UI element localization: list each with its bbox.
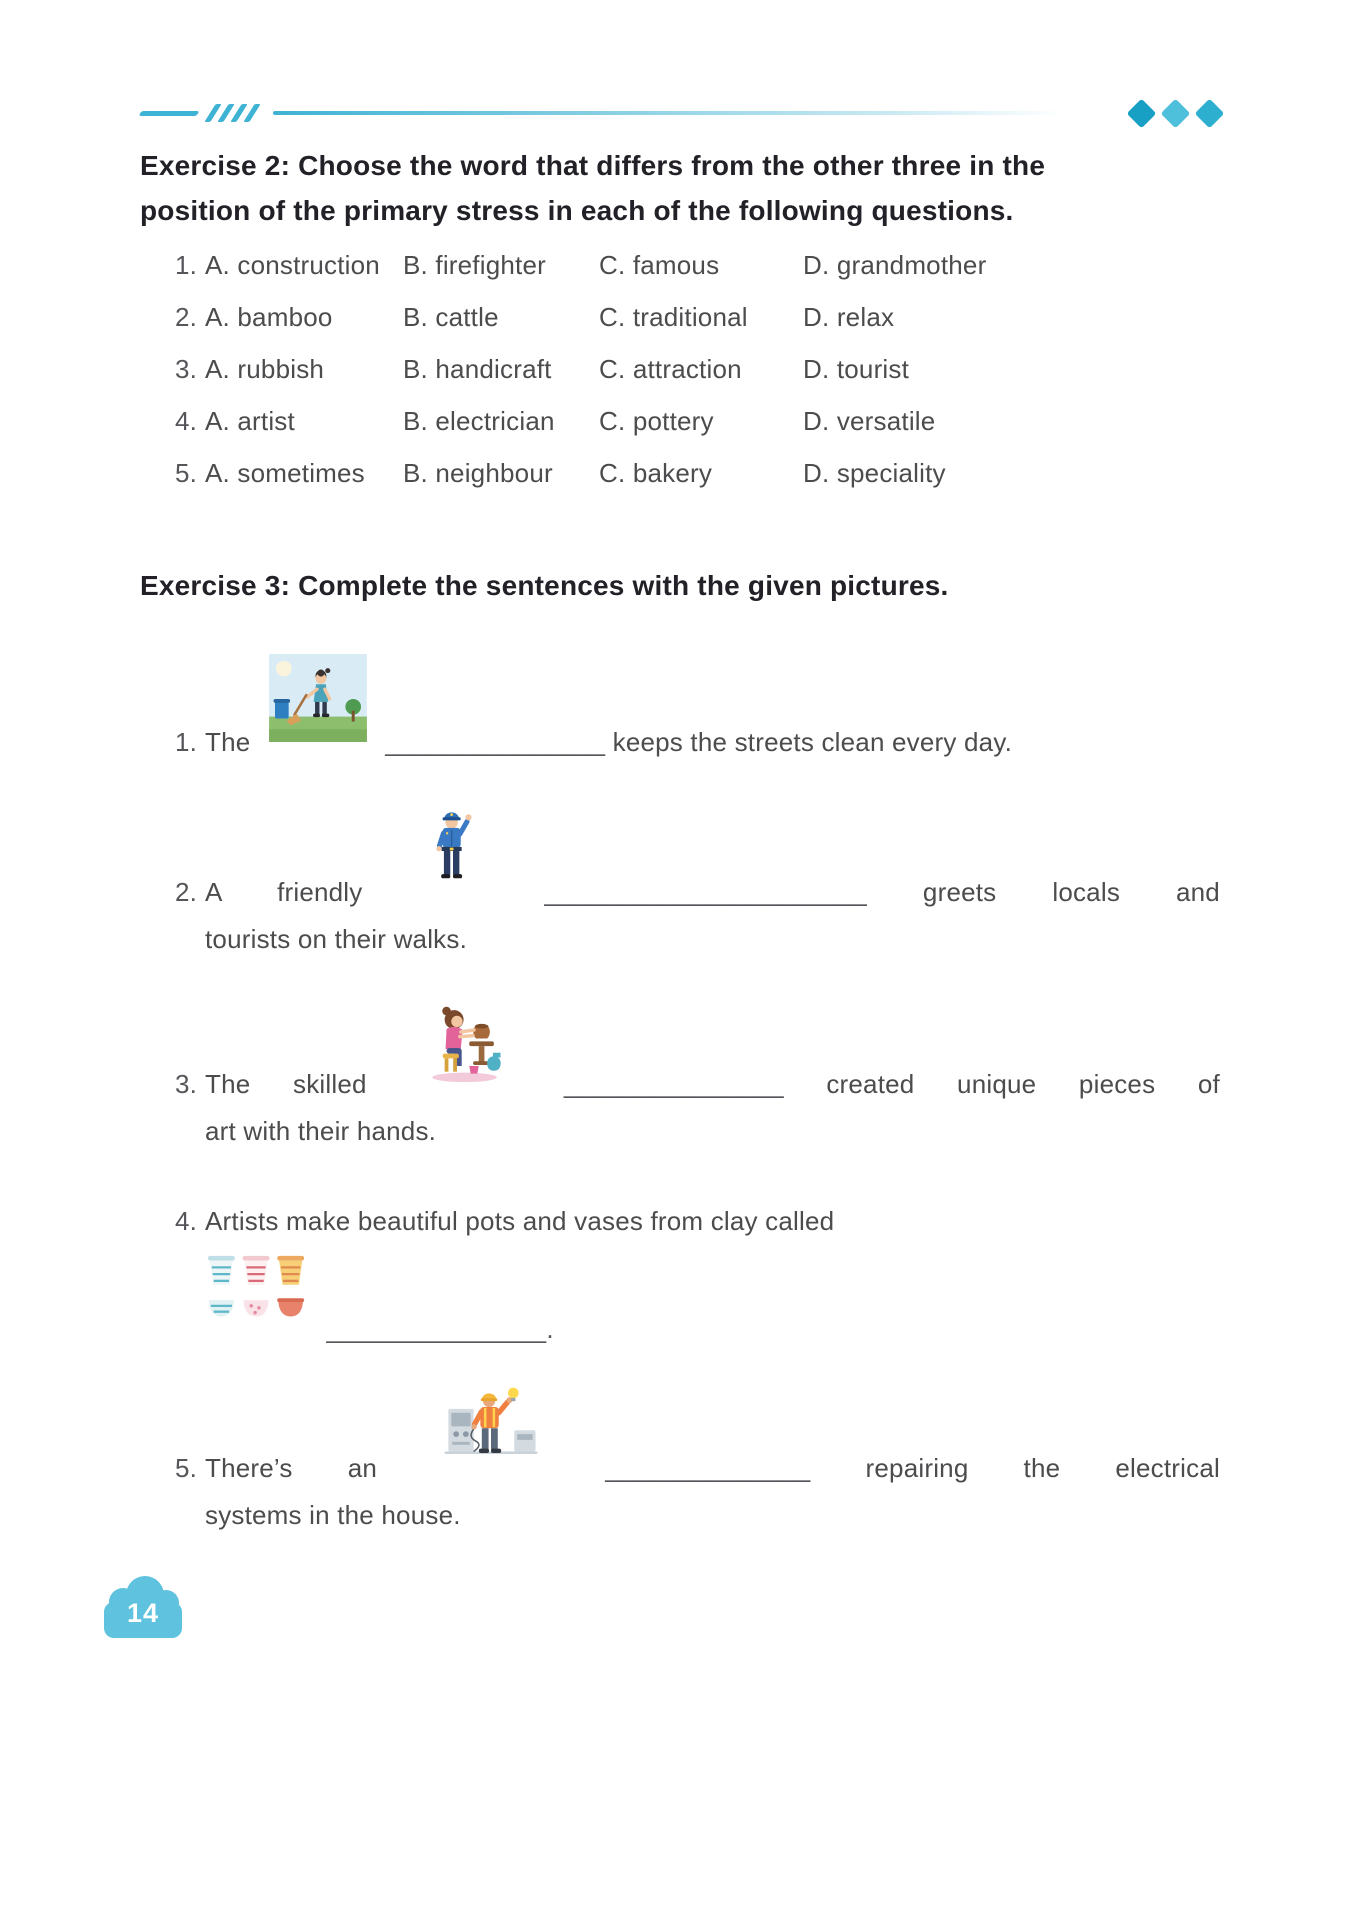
item-number: 2. — [175, 876, 198, 907]
sentence-text: The — [205, 727, 251, 758]
option-b: B. handicraft — [403, 353, 552, 384]
option-d: D. relax — [803, 301, 895, 332]
option-a: A. artist — [205, 405, 295, 436]
option-b: B. electrician — [403, 405, 555, 436]
item-number: 3. — [175, 1068, 198, 1099]
sentence-text: repairing the electrical — [865, 1453, 1220, 1484]
answer-blank: _______________ — [563, 1068, 784, 1099]
exercise3-item-5 — [140, 1376, 1220, 1536]
diamond-icon — [1161, 98, 1191, 128]
header-diamonds-group — [1131, 103, 1220, 124]
answer-blank: _______________. — [326, 1314, 554, 1345]
sentence-text: tourists on their walks. — [205, 923, 468, 954]
potter-image — [419, 994, 511, 1084]
sentence-text: A friendly — [205, 876, 363, 907]
sentence — [205, 1200, 1220, 1350]
item-number: 4. — [175, 1205, 198, 1236]
option-d: D. versatile — [803, 405, 936, 436]
sentence-text: created unique pieces of — [826, 1068, 1220, 1099]
sentence-line-1 — [205, 1200, 1220, 1242]
option-a: A. sometimes — [205, 457, 365, 488]
header-slashes-icon — [210, 104, 255, 122]
option-a: A. construction — [205, 249, 380, 280]
item-number: 5. — [175, 1453, 198, 1484]
exercise2-title — [140, 144, 1220, 234]
sentence — [205, 994, 1220, 1152]
exercise3-item-2 — [140, 800, 1220, 960]
sentence-text: Artists make beautiful pots and vases from clay called — [205, 1205, 835, 1236]
exercise3-item-1 — [140, 654, 1220, 763]
header-rule-line — [273, 111, 1089, 115]
sentence-line-2 — [205, 1252, 1220, 1350]
police-officer-image — [428, 800, 478, 892]
option-d: D. tourist — [803, 353, 910, 384]
sentence-line-2 — [205, 1110, 1220, 1152]
option-c: C. traditional — [599, 301, 748, 332]
question-row — [140, 458, 1220, 510]
option-c: C. famous — [599, 249, 720, 280]
question-row — [140, 406, 1220, 458]
sentence-text: There’s an — [205, 1453, 378, 1484]
slash-icon — [243, 104, 260, 122]
question-number: 2. — [175, 301, 198, 332]
sentence-line-1 — [205, 1376, 1220, 1489]
option-d: D. grandmother — [803, 249, 987, 280]
exercise3-item-3 — [140, 994, 1220, 1152]
stress-question-list — [140, 250, 1220, 510]
sentence-line-1 — [205, 800, 1220, 913]
sentence-line-1 — [205, 654, 1220, 763]
question-row — [140, 302, 1220, 354]
sentence-text: The skilled — [205, 1068, 367, 1099]
sentence-line-2 — [205, 918, 1220, 960]
exercise2-title-line1: Exercise 2: Choose the word that differs from the other three in the — [140, 150, 1046, 181]
option-b: B. cattle — [403, 301, 499, 332]
option-a: A. bamboo — [205, 301, 333, 332]
sentence-text: greets locals and — [922, 876, 1220, 907]
question-number: 5. — [175, 457, 198, 488]
answer-blank: _______________ — [385, 727, 606, 758]
option-b: B. firefighter — [403, 249, 546, 280]
pottery-pots-image — [205, 1252, 309, 1329]
sentence-line-2 — [205, 1494, 1220, 1536]
option-d: D. speciality — [803, 457, 946, 488]
header-dash-icon — [138, 111, 199, 116]
sentence — [205, 800, 1220, 960]
diamond-icon — [1195, 98, 1225, 128]
sentence-line-1 — [205, 994, 1220, 1105]
option-a: A. rubbish — [205, 353, 325, 384]
page-number: 14 — [126, 1597, 160, 1628]
sentence-text: systems in the house. — [205, 1500, 461, 1531]
electrician-image — [442, 1376, 540, 1468]
question-number: 1. — [175, 249, 198, 280]
exercise2-title-line2: position of the primary stress in each of the following questions. — [140, 194, 1014, 226]
option-c: C. pottery — [599, 405, 714, 436]
diamond-icon — [1127, 98, 1157, 128]
picture-sentence-list — [140, 654, 1220, 1540]
page-header-decoration — [140, 100, 1220, 126]
option-b: B. neighbour — [403, 457, 553, 488]
answer-blank: ______________________ — [544, 876, 867, 907]
page-number-badge — [104, 1576, 182, 1638]
sentence-text: keeps the streets clean every day. — [612, 727, 1013, 758]
sentence — [205, 654, 1220, 763]
exercise3-item-4 — [140, 1200, 1220, 1350]
street-sweeper-image — [268, 654, 368, 742]
exercise3-title: Exercise 3: Complete the sentences with the given pictures. — [140, 569, 949, 601]
answer-blank: ______________ — [605, 1453, 811, 1484]
sentence — [205, 1376, 1220, 1536]
question-row — [140, 354, 1220, 406]
option-c: C. attraction — [599, 353, 742, 384]
item-number: 1. — [175, 727, 198, 758]
question-row — [140, 250, 1220, 302]
option-c: C. bakery — [599, 457, 713, 488]
question-number: 3. — [175, 353, 198, 384]
question-number: 4. — [175, 405, 198, 436]
sentence-text: art with their hands. — [205, 1115, 437, 1146]
